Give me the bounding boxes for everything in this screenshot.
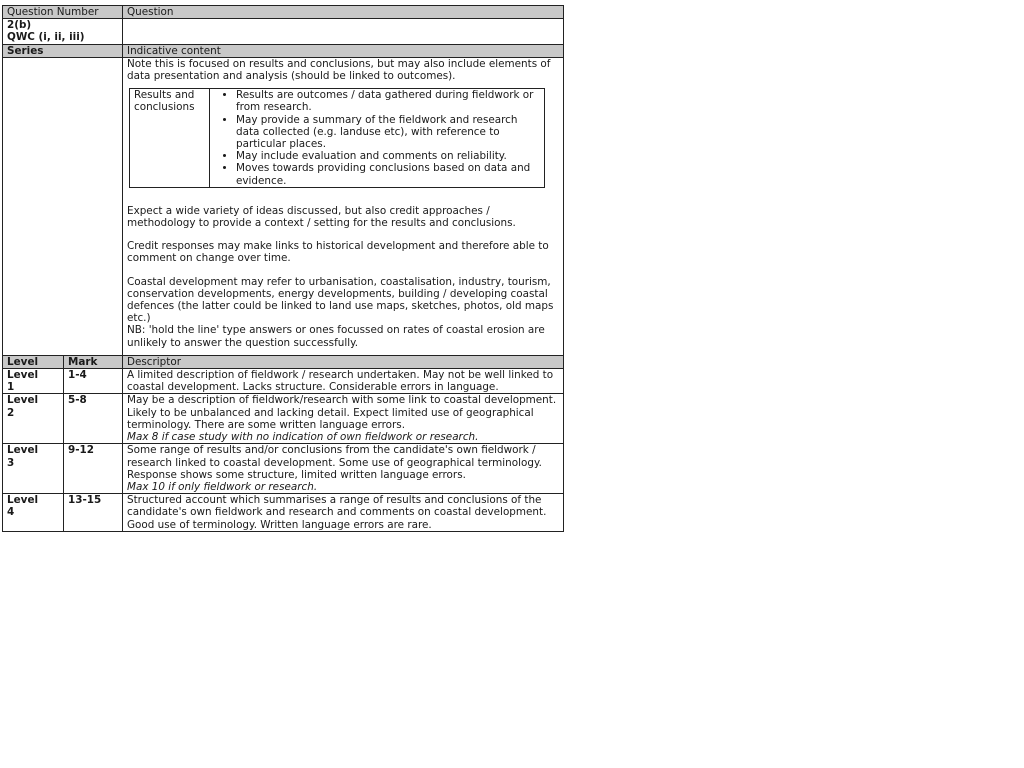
question-id-row <box>3 19 564 44</box>
level-label: Level <box>7 394 39 407</box>
level-cell <box>3 394 64 444</box>
level-number: 3 <box>7 456 15 469</box>
list-item: • May provide a summary of the fieldwork and research data collected (e.g. landuse etc), with reference to particular places. <box>236 114 540 151</box>
table-row <box>3 444 564 494</box>
descriptor-text: May be a description of fieldwork/research with some link to coastal development. Likely to be unbalanced and lacking detail. Expect limited use of geographical terminology. There are some written language errors. <box>127 394 557 431</box>
results-box <box>129 88 545 188</box>
mark-cell: 13-15 <box>64 494 123 532</box>
question-number-header: Question Number <box>3 6 123 19</box>
table-row <box>3 494 564 532</box>
question-id-cell <box>3 19 123 44</box>
mark-scheme-table <box>2 5 564 532</box>
series-label: Series <box>3 44 123 57</box>
descriptor-text: candidate's own fieldwork and research and comments on coastal development. Good use of terminology. Written language errors are rare. <box>127 506 547 531</box>
level-number: 2 <box>7 406 15 419</box>
mark-scheme-page <box>2 5 565 768</box>
descriptor-cell <box>123 369 564 394</box>
mark-cell: 9-12 <box>64 444 123 494</box>
list-item: • Moves towards providing conclusions based on data and evidence. <box>236 162 540 186</box>
qwc-label: QWC (i, ii, iii) <box>7 31 85 44</box>
descriptor-text: Some range of results and/or conclusions from the candidate's own fieldwork / research linked to coastal development. Some use of geographical terminology. Response shows some structure, limited written language errors. <box>127 444 542 481</box>
level-header: Level <box>3 355 64 368</box>
paragraph-historical: Credit responses may make links to historical development and therefore able to comment on change over time. <box>127 240 549 265</box>
level-cell <box>3 369 64 394</box>
paragraph-approaches: Expect a wide variety of ideas discussed, but also credit approaches / methodology to provide a context / setting for the results and conclusions. <box>127 204 516 230</box>
descriptor-cell <box>123 494 564 532</box>
series-cell <box>3 57 123 355</box>
results-box-bullets <box>210 89 545 188</box>
descriptor-note: Max 10 if only fieldwork or research. <box>127 480 318 493</box>
level-number: 1 <box>7 381 15 394</box>
mark-header: Mark <box>64 355 123 368</box>
indicative-content-cell <box>123 57 564 355</box>
question-header: Question <box>123 6 564 19</box>
descriptor-note: Max 8 if case study with no indication of own fieldwork or research. <box>127 431 479 444</box>
results-box-label: Results and conclusions <box>130 89 210 188</box>
descriptor-text: Structured account which summarises a range of results and conclusions of the <box>127 494 542 507</box>
question-number: 2(b) <box>7 19 32 32</box>
paragraph-nb: NB: 'hold the line' type answers or ones focussed on rates of coastal erosion are unlikely to answer the question successfully. <box>127 324 545 349</box>
level-label: Level <box>7 369 39 382</box>
table-header-row <box>3 6 564 19</box>
table-row <box>3 394 564 444</box>
level-cell <box>3 444 64 494</box>
level-label: Level <box>7 444 39 457</box>
level-cell <box>3 494 64 532</box>
table-row <box>3 369 564 394</box>
descriptor-cell <box>123 444 564 494</box>
level-number: 4 <box>7 506 15 519</box>
list-item: • Results are outcomes / data gathered during fieldwork or from research. <box>236 89 540 113</box>
level-label: Level <box>7 494 39 507</box>
mark-cell: 1-4 <box>64 369 123 394</box>
descriptor-cell <box>123 394 564 444</box>
levels-header-row <box>3 355 564 368</box>
mark-cell: 5-8 <box>64 394 123 444</box>
descriptor-header: Descriptor <box>123 355 564 368</box>
question-text-cell <box>123 19 564 44</box>
intro-paragraph: Note this is focused on results and conclusions, but may also include elements of data presentation and analysis (should be linked to outcomes). <box>127 57 551 83</box>
paragraph-coastal-development: Coastal development may refer to urbanisation, coastalisation, industry, tourism, conservation developments, energy developments, building / developing coastal defences (the latter could be linked to land use maps, sketches, photos, old maps etc.) <box>127 275 554 325</box>
descriptor-text: A limited description of fieldwork / research undertaken. May not be well linked to coastal development. Lacks structure. Considerable errors in language. <box>127 369 554 394</box>
indicative-content-row <box>3 57 564 355</box>
list-item: • May include evaluation and comments on reliability. <box>236 150 540 162</box>
series-header-row <box>3 44 564 57</box>
indicative-content-label: Indicative content <box>123 44 564 57</box>
